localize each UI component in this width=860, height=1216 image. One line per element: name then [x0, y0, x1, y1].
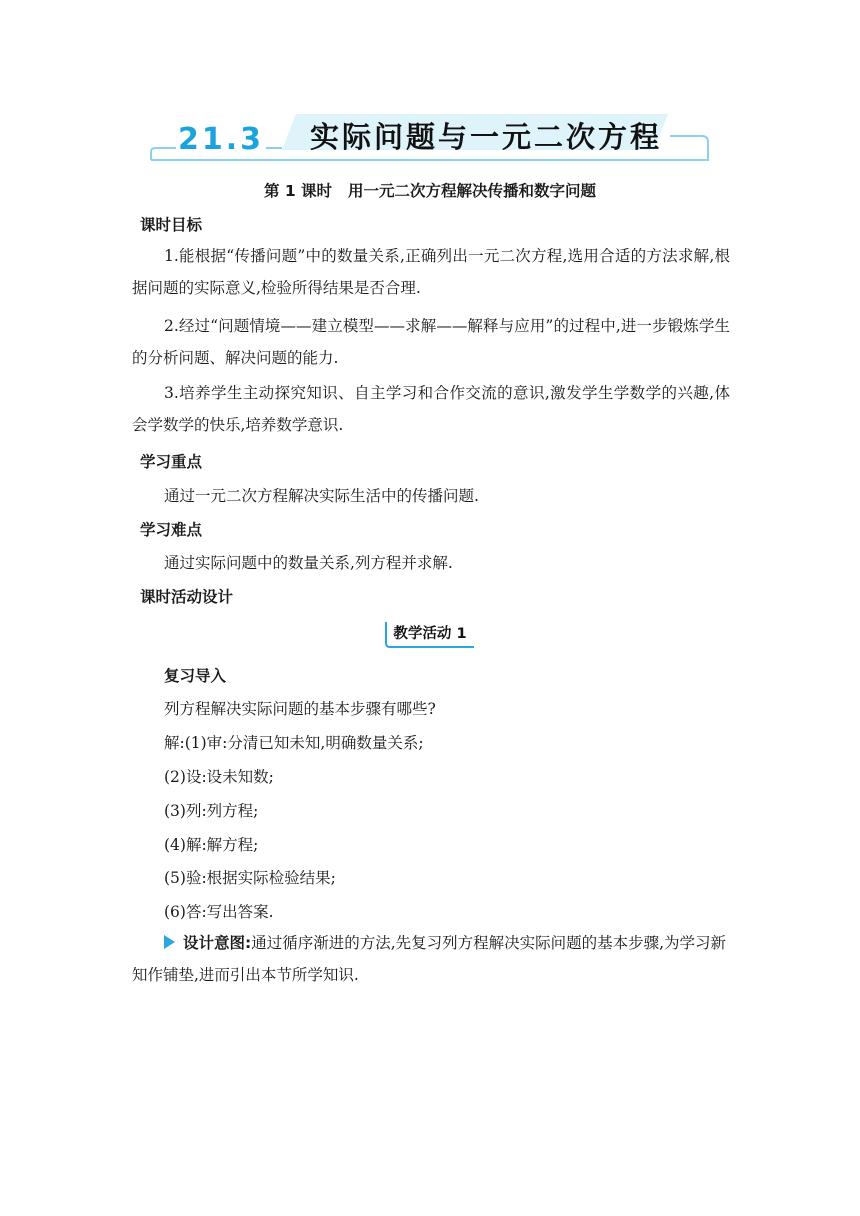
lesson-topic: 用一元二次方程解决传播和数字问题	[348, 182, 597, 200]
lesson-subtitle	[0, 179, 860, 201]
objective-item: 2.经过“问题情境——建立模型——求解——解释与应用”的过程中,进一步锻炼学生的分析问题、解决问题的能力.	[132, 317, 730, 367]
review-question: 列方程解决实际问题的基本步骤有哪些?	[164, 700, 436, 718]
review-heading: 复习导入	[164, 667, 227, 685]
key-point-text: 通过一元二次方程解决实际生活中的传播问题.	[164, 487, 479, 505]
step-item: (4)解:解方程;	[164, 836, 259, 854]
difficulty-heading: 学习难点	[140, 521, 203, 539]
difficulty-text: 通过实际问题中的数量关系,列方程并求解.	[164, 554, 453, 572]
objective-item: 1.能根据“传播问题”中的数量关系,正确列出一元二次方程,选用合适的方法求解,根据问题的实际意义,检验所得结果是否合理.	[132, 247, 730, 297]
step-item: (3)列:列方程;	[164, 802, 259, 820]
step-item: (2)设:设未知数;	[164, 768, 274, 786]
step-item: (6)答:写出答案.	[164, 903, 274, 921]
objective-item: 3.培养学生主动探究知识、自主学习和合作交流的意识,激发学生学数学的兴趣,体会学数学的快乐,培养数学意识.	[132, 384, 730, 434]
section-banner	[148, 108, 712, 166]
design-intent-label: 设计意图:	[183, 934, 252, 952]
section-title: 实际问题与一元二次方程	[310, 120, 663, 154]
design-intent	[132, 927, 730, 991]
design-intent-text: 通过循序渐进的方法,先复习列方程解决实际问题的基本步骤,为学习新知作铺垫,进而引出本节所学知识.	[132, 934, 727, 984]
step-item: 解:(1)审:分清已知未知,明确数量关系;	[164, 734, 424, 752]
step-item: (5)验:根据实际检验结果;	[164, 869, 336, 887]
key-point-heading: 学习重点	[140, 453, 203, 471]
objectives-heading: 课时目标	[140, 216, 203, 234]
activity-label: 教学活动 1	[393, 626, 467, 642]
section-number: 21.3	[178, 122, 265, 157]
play-triangle-icon	[164, 935, 175, 949]
activity-design-heading: 课时活动设计	[140, 588, 234, 606]
lesson-number: 第 1 课时	[263, 182, 333, 200]
activity-label-box	[383, 619, 475, 649]
